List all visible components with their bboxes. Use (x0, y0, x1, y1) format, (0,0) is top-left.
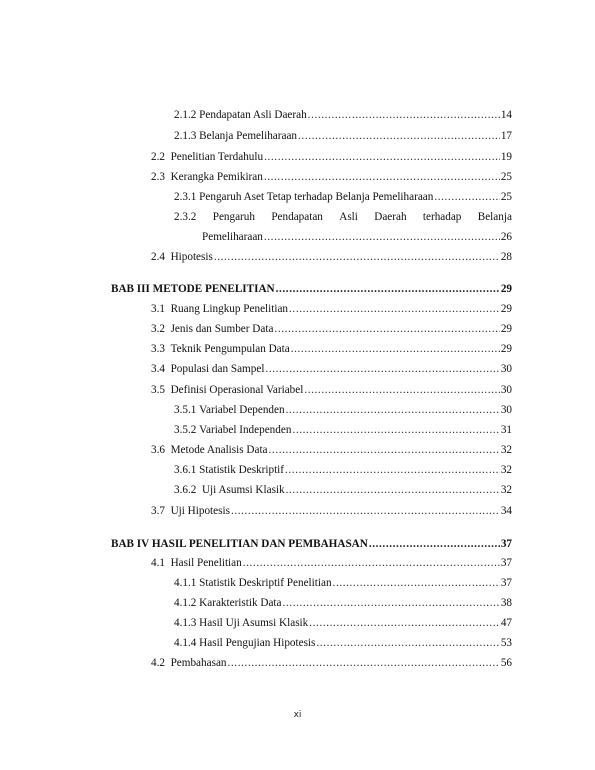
toc-title-word: Pendapatan (271, 211, 323, 223)
chapter-title: BAB III METODE PENELITIAN (111, 283, 275, 295)
toc-number: 3.6.1 (174, 464, 197, 476)
toc-page-number: 14 (500, 109, 512, 121)
toc-entry (174, 616, 512, 630)
toc-page-number: 37 (500, 557, 512, 569)
toc-entry (151, 322, 512, 336)
dot-leader (286, 403, 500, 417)
toc-entry (174, 463, 512, 477)
toc-entry (174, 576, 512, 590)
toc-page-number: 37 (500, 577, 512, 589)
toc-number: 3.6.2 (174, 484, 197, 496)
dot-leader (434, 190, 499, 204)
toc-title: Karakteristik Data (199, 597, 282, 609)
page-footer-number: xi (293, 710, 302, 720)
dot-leader (228, 656, 500, 670)
toc-number: 4.1.2 (174, 597, 197, 609)
toc-title: Hasil Pengujian Hipotesis (199, 637, 316, 649)
toc-title: Populasi dan Sampel (170, 363, 265, 375)
toc-number: 2.3 (151, 171, 165, 183)
toc-page-number: 30 (500, 404, 512, 416)
toc-number: 3.6 (151, 444, 165, 456)
toc-entry (151, 656, 512, 670)
toc-number: 2.3.2 (174, 211, 197, 223)
toc-page-number: 25 (500, 171, 512, 183)
toc-number: 4.1 (151, 557, 165, 569)
toc-number: 2.2 (151, 151, 165, 163)
toc-page-number: 32 (500, 484, 512, 496)
toc-title: Penelitian Terdahulu (170, 151, 264, 163)
dot-leader (274, 322, 499, 336)
toc-title: Kerangka Pemikiran (170, 171, 263, 183)
toc-title: Pembahasan (170, 657, 227, 669)
dot-leader (285, 463, 500, 477)
dot-leader (369, 537, 500, 551)
toc-number: 2.1.2 (174, 109, 197, 121)
toc-entry (174, 129, 512, 143)
toc-entry (174, 483, 512, 497)
dot-leader (309, 616, 500, 630)
toc-title: Hasil Uji Asumsi Klasik (199, 617, 309, 629)
dot-leader (298, 129, 500, 143)
toc-entry (174, 190, 512, 204)
dot-leader (269, 443, 500, 457)
toc-page-number: 56 (500, 657, 512, 669)
toc-entry (151, 150, 512, 164)
dot-leader (265, 362, 499, 376)
toc-entry (151, 250, 512, 264)
toc-page-number: 30 (500, 384, 512, 396)
toc-number: 4.1.4 (174, 637, 197, 649)
toc-page-number: 29 (500, 323, 512, 335)
toc-page-number: 37 (500, 538, 512, 550)
toc-page-number: 38 (500, 597, 512, 609)
dot-leader (264, 150, 500, 164)
toc-page-number: 26 (500, 231, 512, 243)
toc-title: Metode Analisis Data (170, 444, 268, 456)
toc-number: 3.1 (151, 303, 165, 315)
toc-title: Teknik Pengumpulan Data (170, 343, 290, 355)
toc-title-word: terhadap (422, 211, 462, 223)
toc-title: Jenis dan Sumber Data (170, 323, 274, 335)
toc-page-number: 53 (500, 637, 512, 649)
toc-title: Uji Hipotesis (170, 505, 230, 517)
dot-leader (292, 423, 499, 437)
toc-title: Definisi Operasional Variabel (170, 384, 304, 396)
dot-leader (286, 483, 500, 497)
toc-page-number: 29 (500, 303, 512, 315)
toc-page-number: 32 (500, 464, 512, 476)
toc-number: 3.5.1 (174, 404, 197, 416)
toc-title: Hipotesis (170, 251, 213, 263)
dot-leader (333, 576, 500, 590)
toc-title: Variabel Independen (199, 424, 292, 436)
toc-number: 3.5 (151, 384, 165, 396)
dot-leader (231, 504, 500, 518)
toc-number: 4.1.1 (174, 577, 197, 589)
dot-leader (264, 170, 500, 184)
toc-entry (151, 443, 512, 457)
toc-title: Variabel Dependen (199, 404, 285, 416)
toc-number: 2.4 (151, 251, 165, 263)
toc-number: 3.3 (151, 343, 165, 355)
toc-page-number: 29 (500, 343, 512, 355)
toc-page-number: 29 (500, 283, 512, 295)
toc-entry (151, 383, 512, 397)
toc-page-number: 17 (500, 130, 512, 142)
toc-entry (174, 423, 512, 437)
chapter-title: BAB IV HASIL PENELITIAN DAN PEMBAHASAN (111, 538, 368, 550)
toc-number: 4.2 (151, 657, 165, 669)
toc-entry (174, 596, 512, 610)
toc-page-number: 34 (500, 505, 512, 517)
toc-entry (174, 403, 512, 417)
toc-chapter-heading (111, 282, 512, 296)
toc-entry (174, 636, 512, 650)
dot-leader (308, 108, 500, 122)
dot-leader (243, 556, 500, 570)
dot-leader (291, 342, 500, 356)
toc-entry (151, 556, 512, 570)
toc-number: 3.4 (151, 363, 165, 375)
toc-page-number: 30 (500, 363, 512, 375)
toc-page-number: 28 (500, 251, 512, 263)
toc-entry (151, 302, 512, 316)
toc-number: 2.3.1 (174, 191, 197, 203)
dot-leader (304, 383, 499, 397)
dot-leader (283, 596, 500, 610)
toc-title: Uji Asumsi Klasik (201, 484, 285, 496)
toc-page-number: 19 (500, 151, 512, 163)
dot-leader (214, 250, 500, 264)
toc-number: 2.1.3 (174, 130, 197, 142)
toc-page-number: 47 (500, 617, 512, 629)
toc-entry (174, 108, 512, 122)
toc-number: 3.7 (151, 505, 165, 517)
toc-title: Hasil Penelitian (170, 557, 242, 569)
toc-title: Pemeliharaan (202, 231, 263, 243)
toc-title: Ruang Lingkup Penelitian (170, 303, 289, 315)
toc-page-number: 31 (500, 424, 512, 436)
dot-leader (289, 302, 500, 316)
toc-title: Pengaruh Aset Tetap terhadap Belanja Pemeliharaan (199, 191, 434, 203)
dot-leader (276, 282, 500, 296)
toc-entry (151, 362, 512, 376)
toc-entry (151, 504, 512, 518)
toc-title: Statistik Deskriptif (199, 464, 285, 476)
toc-page-number: 32 (500, 444, 512, 456)
toc-entry (151, 342, 512, 356)
toc-entry-continuation (202, 230, 512, 244)
toc-number: 3.2 (151, 323, 165, 335)
toc-entry-justified (174, 210, 512, 224)
dot-leader (264, 230, 500, 244)
toc-title: Statistik Deskriptif Penelitian (199, 577, 332, 589)
toc-entry (151, 170, 512, 184)
dot-leader (316, 636, 499, 650)
toc-number: 4.1.3 (174, 617, 197, 629)
toc-title: Pendapatan Asli Daerah (199, 109, 307, 121)
toc-title-word: Daerah (374, 211, 407, 223)
toc-title: Belanja Pemeliharaan (199, 130, 298, 142)
toc-title-word: Pengaruh (212, 211, 255, 223)
toc-title-word: Belanja (477, 211, 512, 223)
toc-title-word: Asli (339, 211, 358, 223)
toc-number: 3.5.2 (174, 424, 197, 436)
toc-chapter-heading (111, 537, 512, 551)
toc-page-number: 25 (500, 191, 512, 203)
